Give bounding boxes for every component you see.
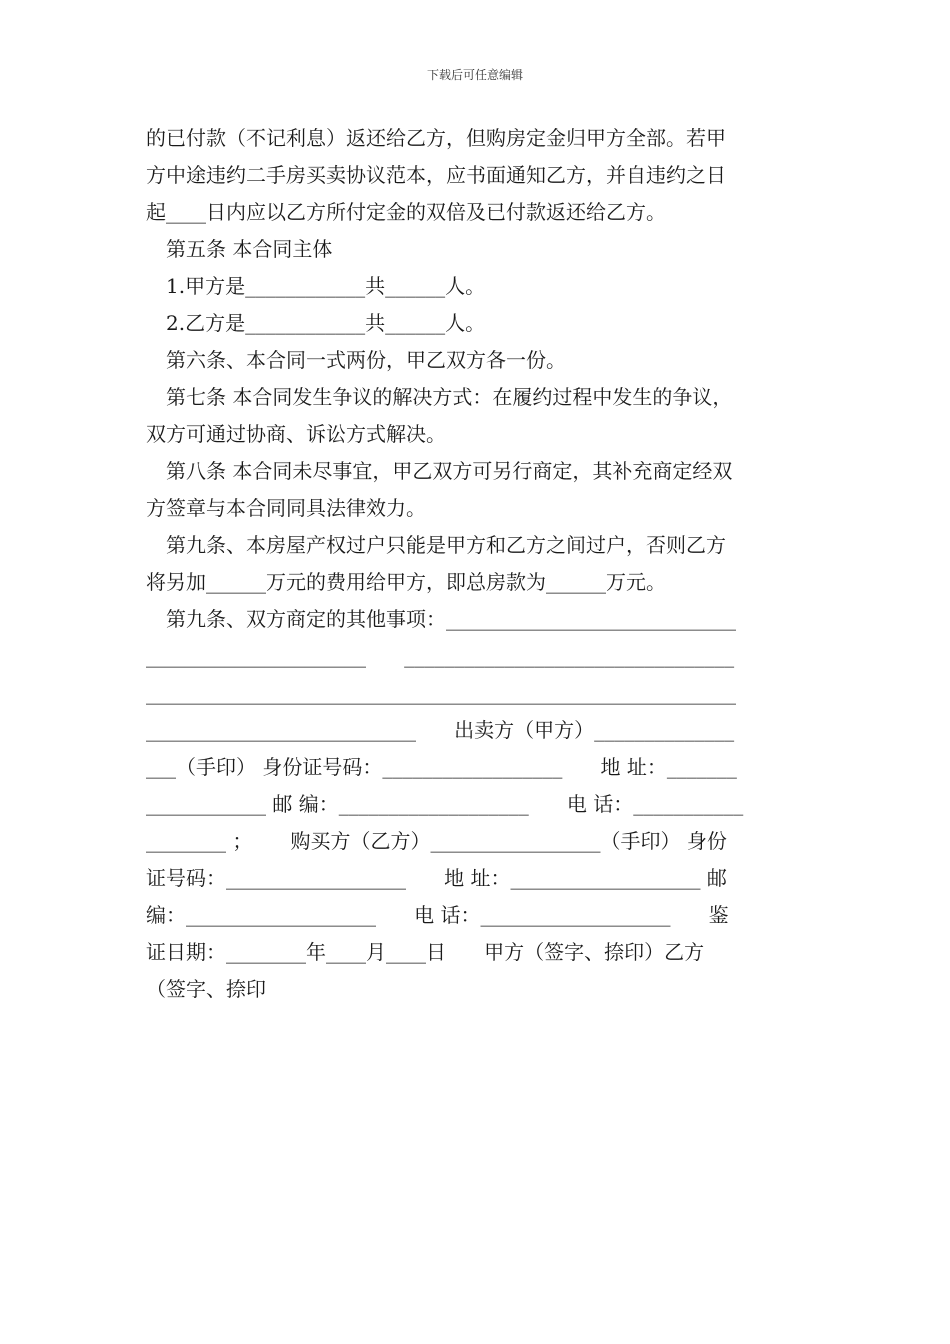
blank-line-1: ______________________ _________________________________ [146, 644, 735, 668]
article-8: 第八条 本合同未尽事宜，甲乙双方可另行商定，其补充商定经双 [166, 459, 733, 483]
article-9-other: 第九条、双方商定的其他事项：_____________________________ [166, 607, 736, 631]
buyer-id-line: 证号码：__________________ 地 址：___________________ 邮 [146, 866, 727, 890]
blank-line-2: ___________________________________________________________ [146, 681, 736, 705]
party-a-line: 1.甲方是____________共______人。 [166, 274, 486, 298]
article-5-heading: 第五条 本合同主体 [166, 237, 333, 261]
article-8-cont: 方签章与本合同同具法律效力。 [146, 496, 426, 520]
article-7-cont: 双方可通过协商、诉讼方式解决。 [146, 422, 446, 446]
authentication-date-line: 证日期：________年____月____日 甲方（签字、捺印）乙方 [146, 940, 705, 964]
seller-postcode-line: ____________ 邮 编：___________________ 电 话：___________ [146, 792, 744, 816]
signature-line: （签字、捺印 [146, 977, 266, 1001]
article-6: 第六条、本合同一式两份，甲乙双方各一份。 [166, 348, 566, 372]
article-7: 第七条 本合同发生争议的解决方式：在履约过程中发生的争议， [166, 385, 733, 409]
text-line-2: 方中途违约二手房买卖协议范本，应书面通知乙方，并自违约之日 [146, 163, 726, 187]
seller-line: ___________________________ 出卖方（甲方）______________ [146, 718, 735, 742]
text-line-1: 的已付款（不记利息）返还给乙方，但购房定金归甲方全部。若甲 [146, 126, 726, 150]
page-header: 下载后可任意编辑 [426, 68, 523, 82]
text-line-3: 起____日内应以乙方所付定金的双倍及已付款返还给乙方。 [146, 200, 666, 224]
seller-id-line: ___（手印） 身份证号码：__________________ 地 址：_______ [146, 755, 737, 779]
buyer-postcode-line: 编：___________________ 电 话：___________________ 鉴 [146, 903, 729, 927]
article-9: 第九条、本房屋产权过户只能是甲方和乙方之间过户，否则乙方 [166, 533, 726, 557]
party-b-line: 2.乙方是____________共______人。 [166, 311, 486, 335]
buyer-line: ________ ； 购买方（乙方）_________________（手印） 身份 [146, 829, 727, 853]
article-9-cont: 将另加______万元的费用给甲方，即总房款为______万元。 [146, 570, 666, 594]
